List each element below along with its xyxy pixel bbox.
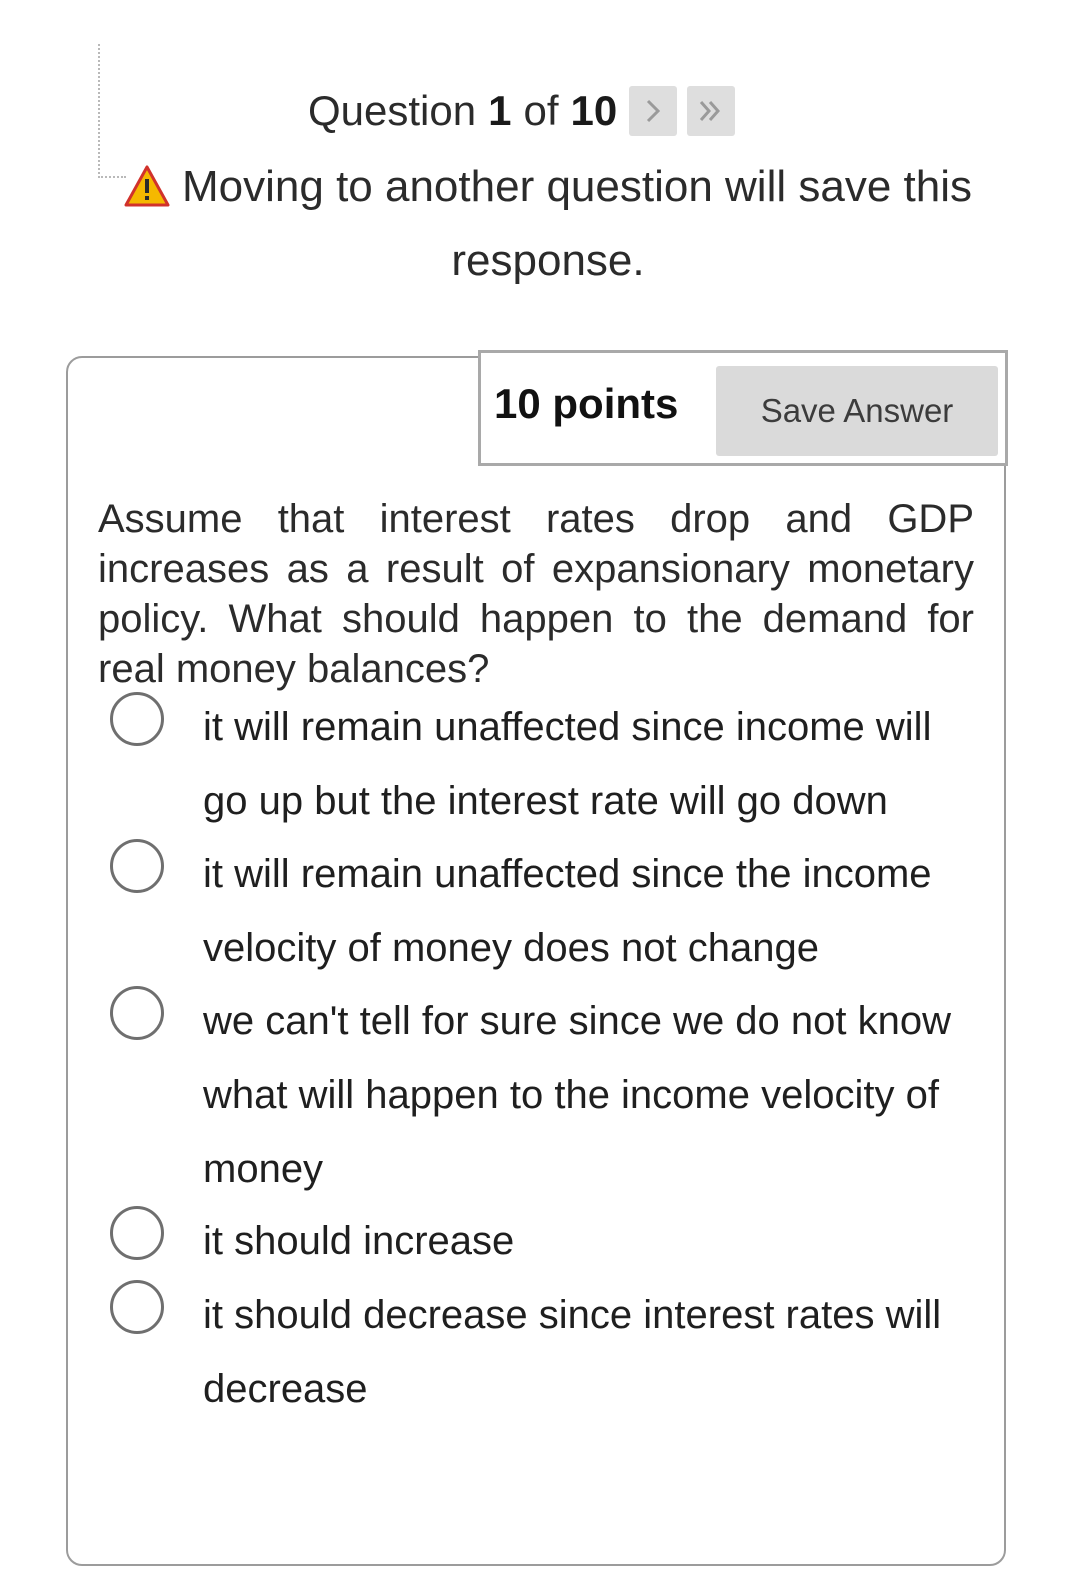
of-word: of	[523, 87, 559, 134]
chevron-right-icon	[642, 96, 664, 126]
option-label[interactable]: it should increase	[203, 1219, 515, 1263]
save-answer-button[interactable]: Save Answer	[716, 366, 998, 456]
warning-text: Moving to another question will save this response.	[182, 162, 972, 285]
points-label: 10 points	[494, 380, 679, 427]
last-question-button[interactable]	[687, 86, 735, 136]
option-label[interactable]: it will remain unaffected since income will go up but the interest rate will go down	[203, 705, 932, 823]
save-warning	[108, 150, 988, 298]
question-navigator	[308, 84, 735, 138]
option-label[interactable]: we can't tell for sure since we do not know what will happen to the income velocity of money	[203, 999, 952, 1191]
radio-button[interactable]	[110, 692, 164, 746]
option-label[interactable]: it should decrease since interest rates will decrease	[203, 1293, 942, 1411]
radio-button[interactable]	[110, 1206, 164, 1260]
question-word: Question	[308, 87, 477, 134]
question-text: Assume that interest rates drop and GDP increases as a result of expansionary monetary policy. What should happen to the demand for real money balances?	[98, 497, 974, 691]
radio-button[interactable]	[110, 1280, 164, 1334]
radio-button[interactable]	[110, 986, 164, 1040]
current-question-number: 1	[488, 87, 512, 134]
warning-icon	[124, 165, 170, 207]
option-label[interactable]: it will remain unaffected since the income velocity of money does not change	[203, 852, 932, 970]
radio-button[interactable]	[110, 839, 164, 893]
double-chevron-right-icon	[696, 96, 726, 126]
next-question-button[interactable]	[629, 86, 677, 136]
total-questions: 10	[570, 87, 618, 134]
